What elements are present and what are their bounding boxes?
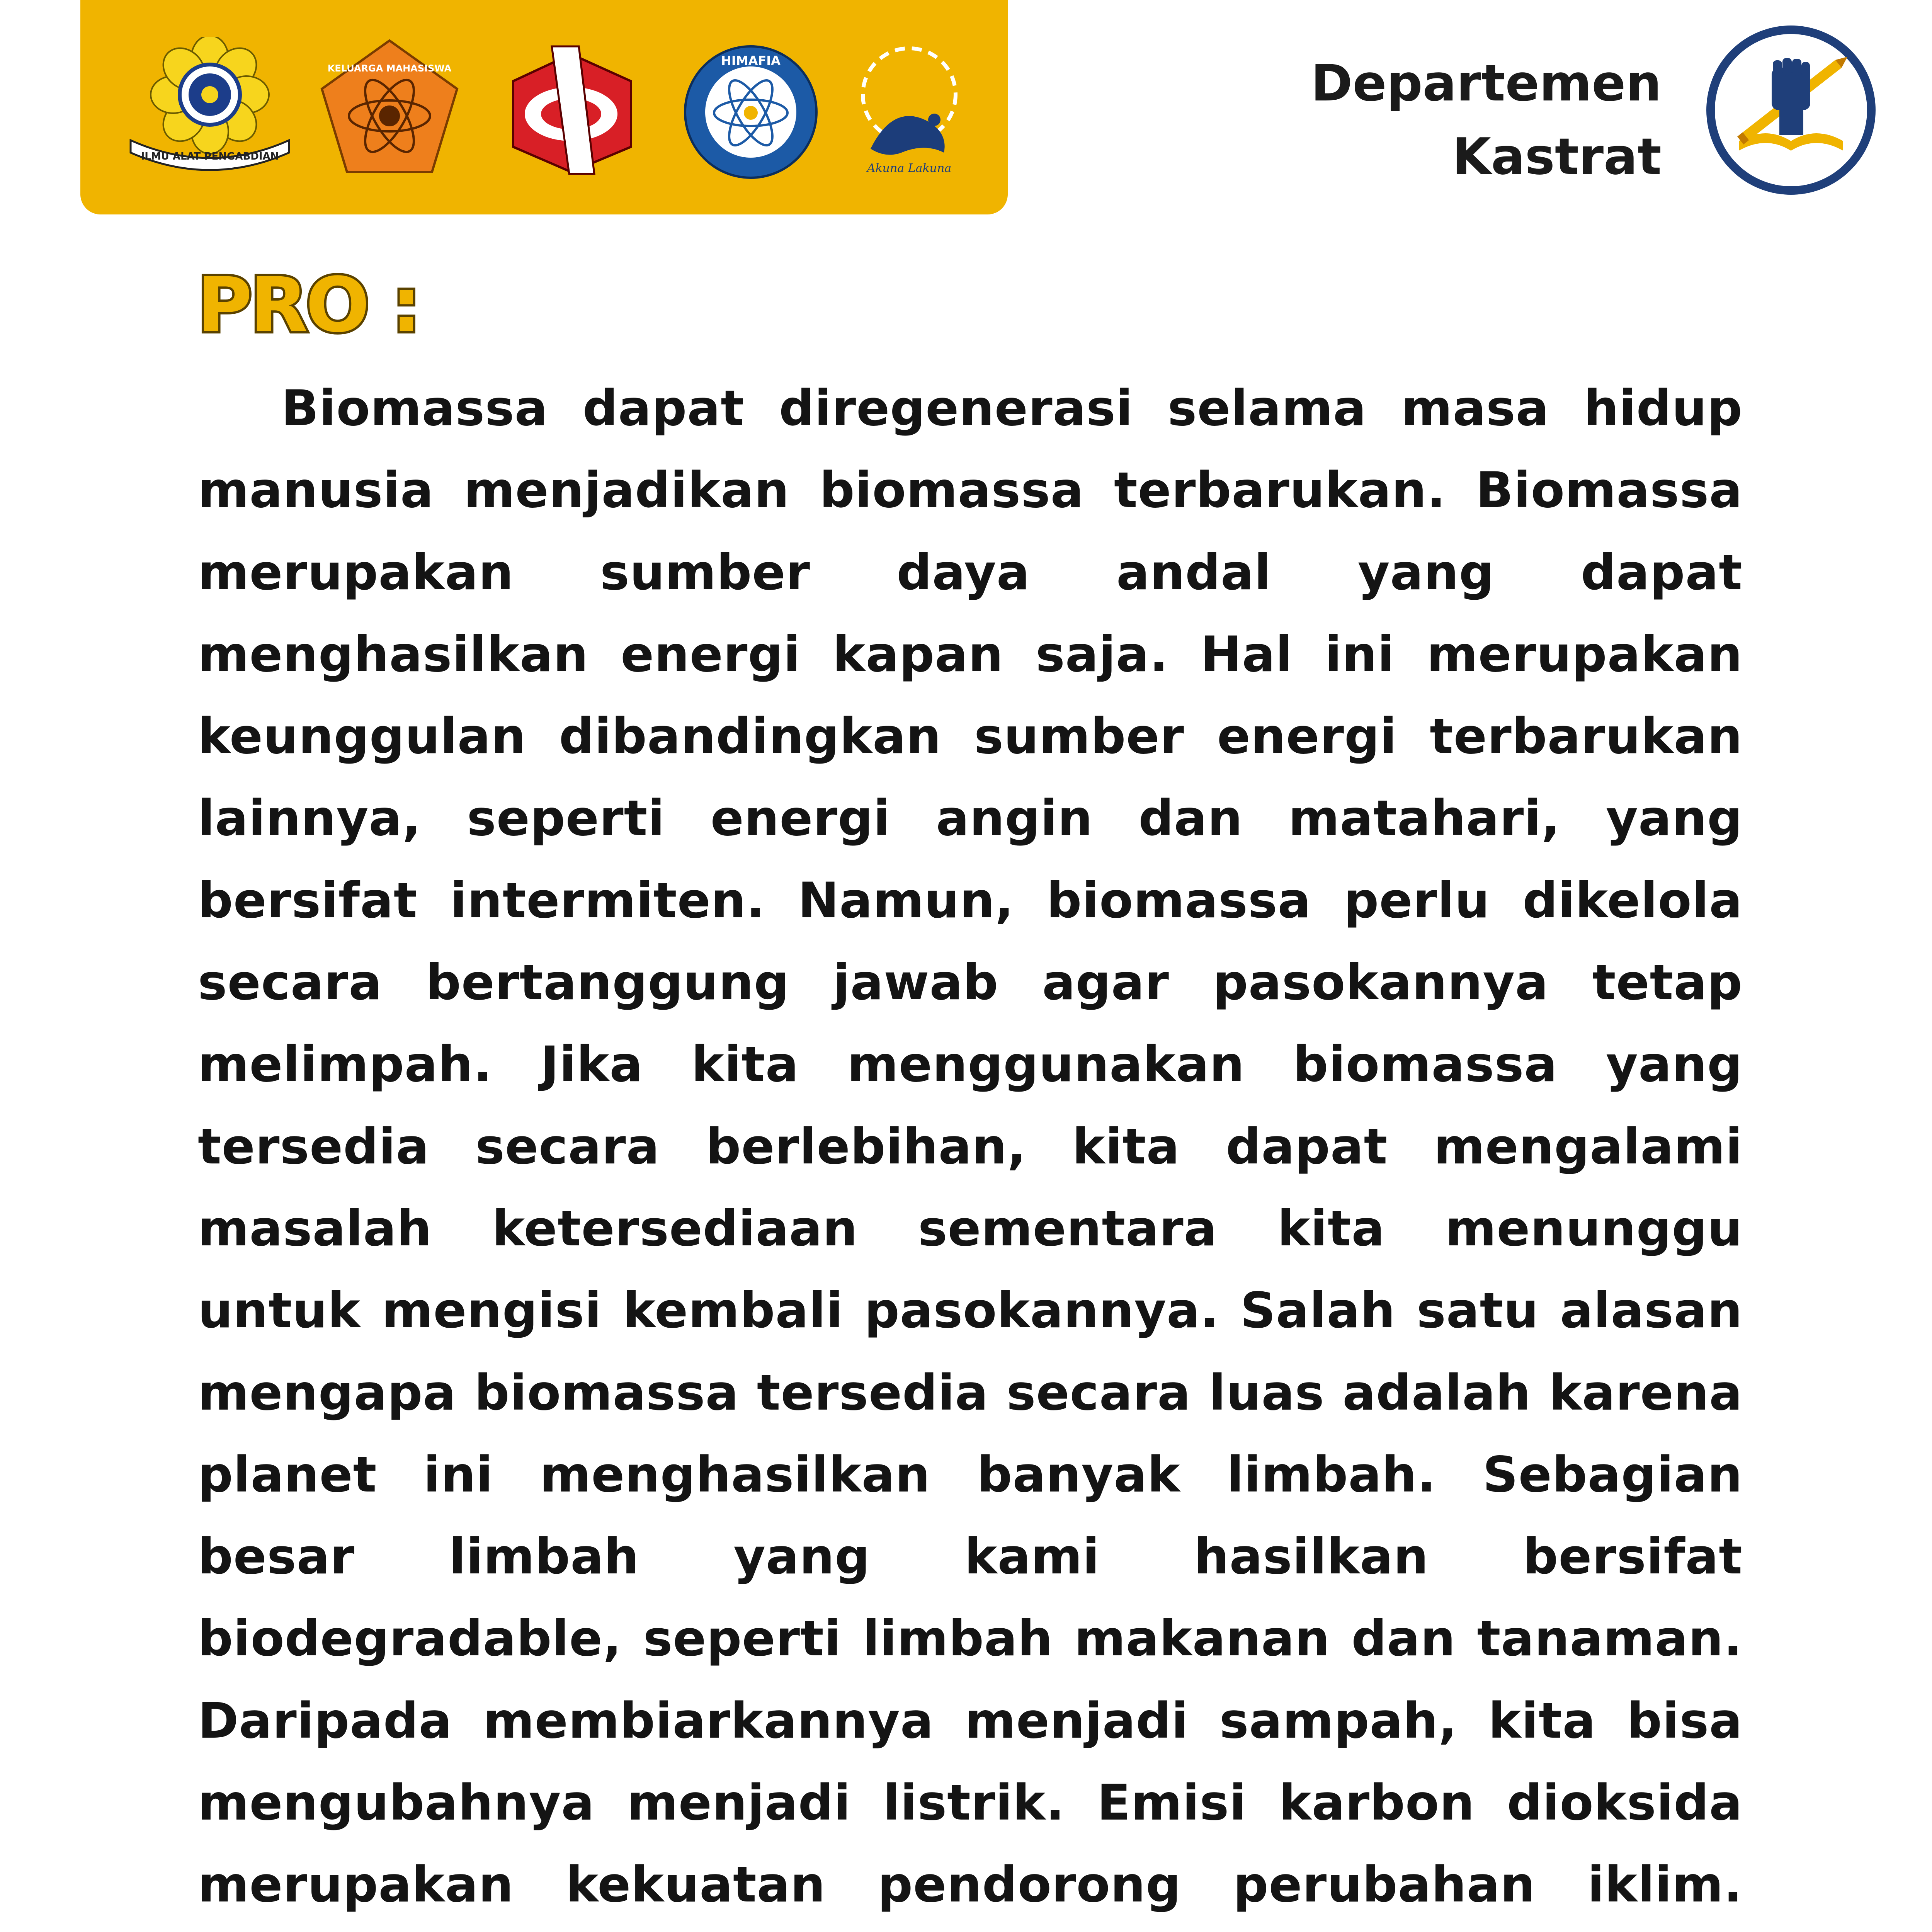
department-title: [1198, 46, 1662, 193]
kastrat-department-logo: [1704, 23, 1878, 197]
sriwijaya-logo-caption: ILMU ALAT PENGABDIAN: [141, 151, 279, 162]
body-paragraph: Biomassa dapat diregenerasi selama masa hidup manusia menjadikan biomassa terbarukan. Biomassa merupakan sumber daya andal yang dapat menghasilkan energi kapan saja. Hal ini merupakan keunggulan dibandingkan sumber energi terbarukan lainnya, seperti energi angin dan matahari, yang bersifat intermiten. Namun, biomassa perlu dikelola secara bertanggung jawab agar pasokannya tetap melimpah. Jika kita menggunakan biomassa yang tersedia secara berlebihan, kita dapat mengalami masalah ketersediaan sementara kita menunggu untuk mengisi kembali pasokannya. Salah satu alasan mengapa biomassa tersedia secara luas adalah karena planet ini menghasilkan banyak limbah. Sebagian besar limbah yang kami hasilkan bersifat biodegradable, seperti limbah makanan dan tanaman. Daripada membiarkannya menjadi sampah, kita bisa mengubahnya menjadi listrik. Emisi karbon dioksida merupakan kekuatan pendorong perubahan iklim.: [198, 379, 1743, 1913]
sriwijaya-university-logo: [123, 37, 297, 176]
department-line-1: Departemen: [1311, 54, 1662, 112]
akuna-lakuna-logo: [847, 37, 971, 184]
keluarga-mahasiswa-logo: [316, 35, 463, 182]
himafia-logo: [681, 43, 820, 182]
pro-heading: PRO :: [197, 261, 419, 349]
himafia-logo-caption: HIMAFIA: [721, 53, 781, 68]
logo-banner: [80, 0, 1008, 214]
akuna-lakuna-caption: Akuna Lakuna: [867, 162, 952, 175]
red-emblem-logo: [498, 39, 645, 182]
department-line-2: Kastrat: [1452, 127, 1662, 186]
keluarga-mahasiswa-caption: KELUARGA MAHASISWA: [327, 63, 452, 74]
